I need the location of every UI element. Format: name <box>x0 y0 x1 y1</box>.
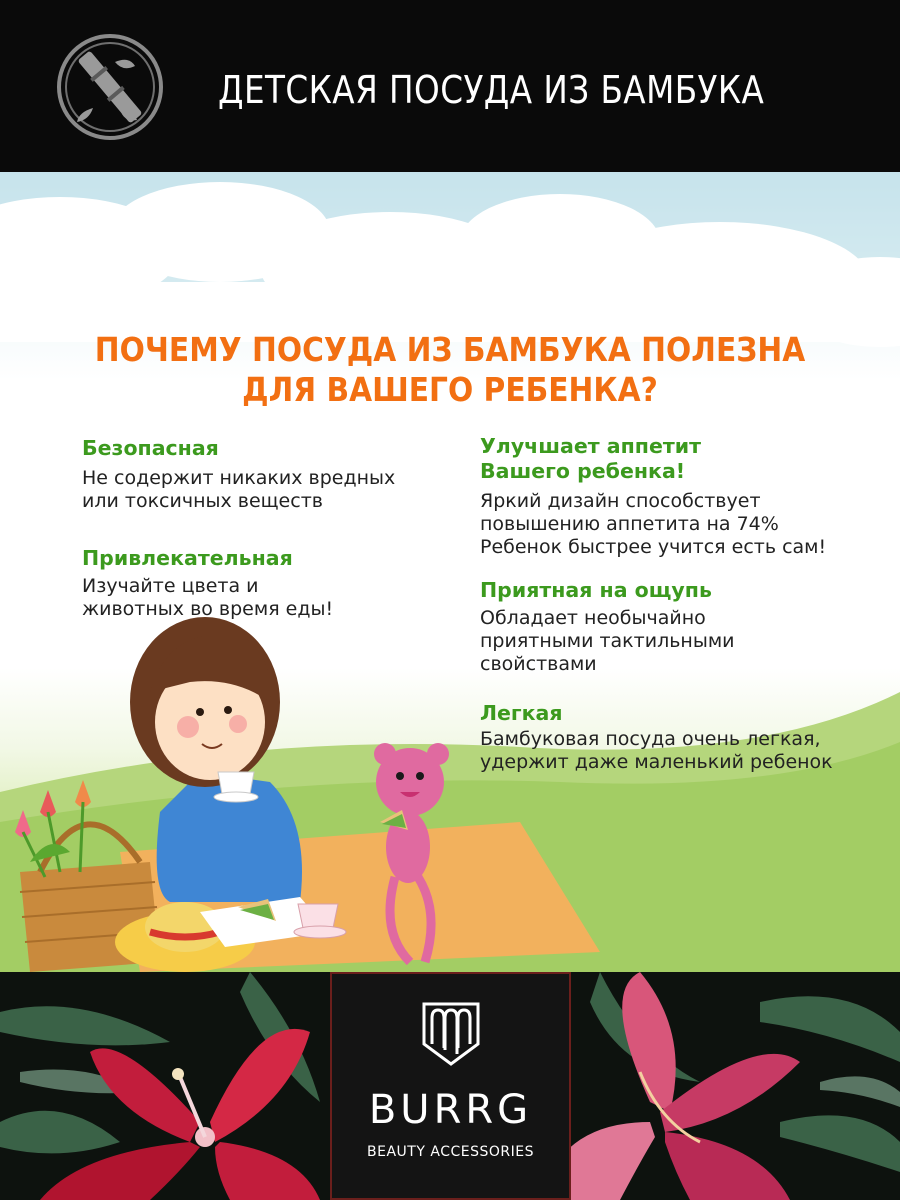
brand-name: BURRG <box>368 1087 533 1133</box>
page-title: ДЕТСКАЯ ПОСУДА ИЗ БАМБУКА <box>218 68 765 112</box>
illustration-background <box>0 172 900 972</box>
feature-text-pleasant-2: приятными тактильными <box>480 630 735 652</box>
feature-title-appetite-2: Вашего ребенка! <box>480 459 686 483</box>
brand-logo-box <box>330 972 571 1200</box>
castle-shield-icon <box>420 1000 482 1068</box>
footer <box>0 972 900 1200</box>
feature-text-attractive-1: Изучайте цвета и <box>82 575 259 597</box>
feature-text-appetite-2: повышению аппетита на 74% <box>480 513 779 535</box>
header-bar <box>0 0 900 172</box>
headline <box>45 330 855 410</box>
feature-text-safe-1: Не содержит никаких вредных <box>82 467 396 489</box>
feature-title-light: Легкая <box>480 701 563 725</box>
bamboo-circle-icon <box>55 32 165 142</box>
illustration-area <box>0 172 900 972</box>
feature-text-appetite-3: Ребенок быстрее учится есть сам! <box>480 536 827 558</box>
feature-text-pleasant-1: Обладает необычайно <box>480 607 706 629</box>
feature-title-safe: Безопасная <box>82 436 219 460</box>
feature-text-safe-2: или токсичных веществ <box>82 490 323 512</box>
headline-line-1: ПОЧЕМУ ПОСУДА ИЗ БАМБУКА ПОЛЕЗНА <box>94 330 806 369</box>
feature-title-appetite-1: Улучшает аппетит <box>480 434 701 458</box>
feature-text-light-2: удержит даже маленький ребенок <box>480 751 833 773</box>
feature-text-light-1: Бамбуковая посуда очень легкая, <box>480 728 821 750</box>
feature-title-pleasant: Приятная на ощупь <box>480 578 712 602</box>
feature-text-attractive-2: животных во время еды! <box>82 598 334 620</box>
feature-text-pleasant-3: свойствами <box>480 653 597 675</box>
headline-line-2: ДЛЯ ВАШЕГО РЕБЕНКА? <box>242 370 658 409</box>
brand-subtitle: BEAUTY ACCESSORIES <box>367 1144 534 1160</box>
feature-title-attractive: Привлекательная <box>82 546 293 570</box>
feature-text-appetite-1: Яркий дизайн способствует <box>480 490 761 512</box>
